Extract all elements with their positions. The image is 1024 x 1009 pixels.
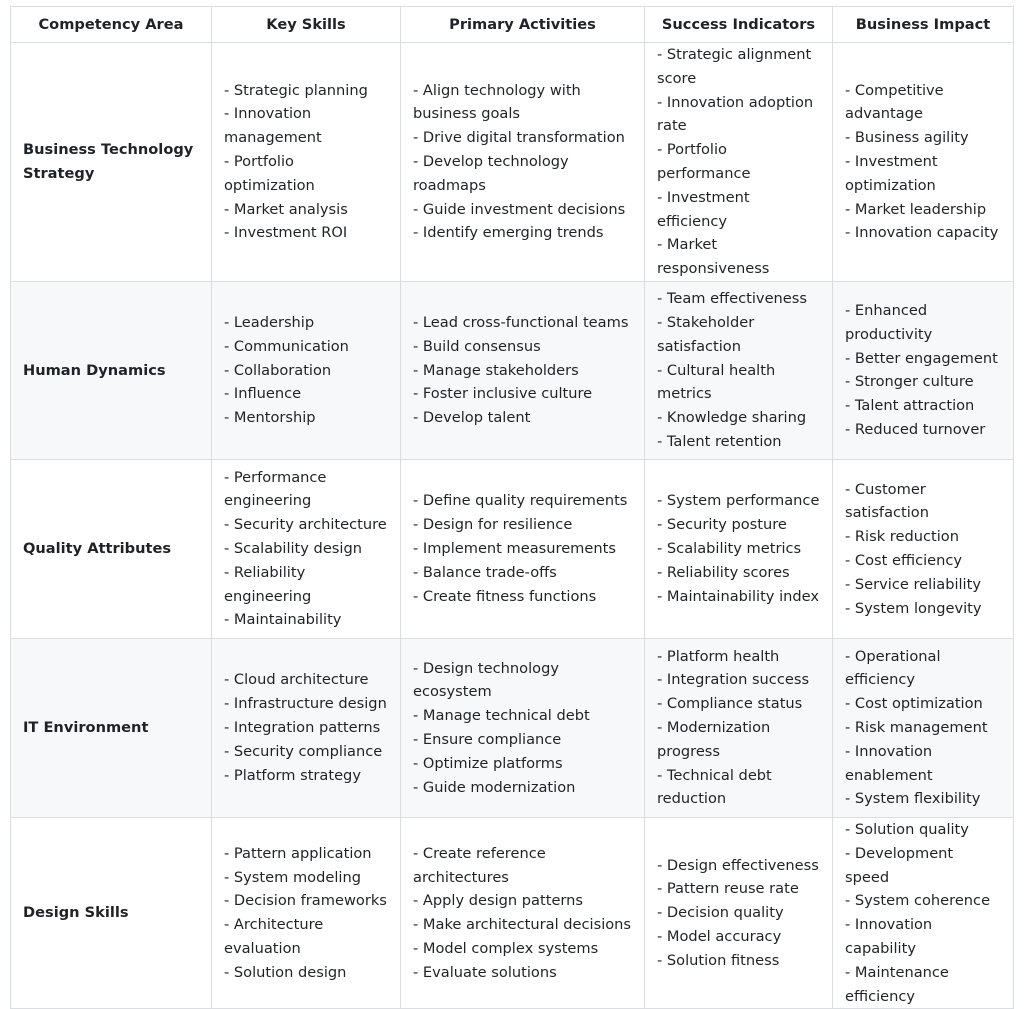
list-item: - Portfolio performance — [657, 141, 751, 182]
list-item: - Knowledge sharing — [657, 409, 807, 427]
business-impact-cell — [833, 817, 1014, 1008]
table-row — [11, 638, 1014, 817]
list-item: - Model accuracy — [657, 928, 782, 946]
list-item: - Innovation capability — [845, 916, 933, 957]
list-item: - Influence — [224, 385, 302, 403]
list-item: - Scalability metrics — [657, 540, 802, 558]
list-item: - Reliability scores — [657, 563, 790, 581]
primary-activities-cell — [401, 638, 645, 817]
list-item: - Portfolio optimization — [224, 153, 315, 194]
key-skills-cell — [212, 43, 401, 282]
primary-activities-cell — [401, 459, 645, 638]
header-competency-area: Competency Area — [11, 7, 212, 43]
business-impact-cell — [833, 638, 1014, 817]
list-item: - Identify emerging trends — [413, 224, 604, 242]
list-item: - System modeling — [224, 868, 361, 886]
list-item: - Cultural health metrics — [657, 361, 776, 403]
list-item: - Development speed — [845, 844, 954, 886]
list-item: - Foster inclusive culture — [413, 385, 593, 403]
table-container — [10, 6, 1013, 1009]
list-item: - Develop technology roadmaps — [413, 153, 569, 194]
list-item: - Ensure compliance — [413, 730, 562, 748]
list-item: - Guide modernization — [413, 778, 576, 796]
primary-activities-cell — [401, 281, 645, 459]
business-impact-cell — [833, 43, 1014, 282]
key-skills-cell — [212, 638, 401, 817]
list-item: - Cost optimization — [845, 695, 983, 713]
primary-activities-cell — [401, 817, 645, 1008]
list-item: - Collaboration — [224, 361, 332, 379]
list-item: - Design technology ecosystem — [413, 659, 559, 701]
table-row — [11, 281, 1014, 459]
list-item: - Stronger culture — [845, 373, 974, 391]
list-item: - Create reference architectures — [413, 844, 546, 886]
table-row — [11, 43, 1014, 282]
table-row — [11, 817, 1014, 1008]
list-item: - Model complex systems — [413, 939, 599, 957]
list-item: - Risk reduction — [845, 528, 959, 546]
primary-activities-cell — [401, 43, 645, 282]
list-item: - Scalability design — [224, 540, 362, 558]
list-item: - Security posture — [657, 516, 787, 534]
list-item: - Platform health — [657, 647, 780, 665]
list-item: - Market responsiveness — [657, 236, 770, 278]
list-item: - Develop talent — [413, 409, 531, 427]
list-item: - Balance trade-offs — [413, 563, 557, 581]
list-item: - Implement measurements — [413, 540, 616, 558]
list-item: - Integration patterns — [224, 719, 381, 737]
list-item: - Competitive advantage — [845, 81, 944, 123]
list-item: - Manage technical debt — [413, 707, 590, 725]
list-item: - Lead cross-functional teams — [413, 313, 629, 331]
list-item: - Service reliability — [845, 575, 981, 593]
list-item: - Leadership — [224, 313, 315, 331]
list-item: - Maintainability — [224, 611, 342, 629]
header-primary-activities: Primary Activities — [401, 7, 645, 43]
list-item: - Platform strategy — [224, 766, 361, 784]
key-skills-cell — [212, 817, 401, 1008]
list-item: - Operational efficiency — [845, 647, 941, 689]
list-item: - Stakeholder satisfaction — [657, 313, 755, 355]
list-item: - Business agility — [845, 129, 969, 147]
list-item: - Innovation adoption rate — [657, 93, 814, 135]
list-item: - Market leadership — [845, 200, 987, 218]
list-item: - Make architectural decisions — [413, 916, 632, 934]
competency-area-cell: Quality Attributes — [11, 459, 212, 638]
list-item: - Innovation enablement — [845, 742, 933, 784]
competency-area-cell: IT Environment — [11, 638, 212, 817]
list-item: - Modernization progress — [657, 719, 771, 760]
list-item: - Manage stakeholders — [413, 361, 579, 379]
list-item: - Solution design — [224, 963, 347, 981]
list-item: - Evaluate solutions — [413, 963, 557, 981]
list-item: - System coherence — [845, 892, 991, 910]
list-item: - Performance engineering — [224, 468, 327, 510]
list-item: - Align technology with business goals — [413, 81, 581, 123]
list-item: - Reduced turnover — [845, 421, 986, 439]
header-success-indicators: Success Indicators — [645, 7, 833, 43]
list-item: - Decision frameworks — [224, 892, 387, 910]
list-item: - Solution fitness — [657, 951, 780, 969]
list-item: - Maintenance efficiency — [845, 963, 949, 1005]
business-impact-cell — [833, 281, 1014, 459]
header-key-skills: Key Skills — [212, 7, 401, 43]
key-skills-cell — [212, 281, 401, 459]
list-item: - Market analysis — [224, 200, 348, 218]
list-item: - Strategic planning — [224, 81, 368, 99]
list-item: - Architecture evaluation — [224, 916, 324, 957]
competency-table — [10, 6, 1014, 1009]
competency-area-cell: Design Skills — [11, 817, 212, 1008]
list-item: - Cloud architecture — [224, 671, 369, 689]
competency-area-cell: Human Dynamics — [11, 281, 212, 459]
list-item: - Enhanced productivity — [845, 302, 933, 343]
list-item: - Risk management — [845, 719, 988, 737]
list-item: - Design effectiveness — [657, 856, 819, 874]
header-business-impact: Business Impact — [833, 7, 1014, 43]
header-row — [11, 7, 1014, 43]
list-item: - Optimize platforms — [413, 754, 563, 772]
table-row — [11, 459, 1014, 638]
list-item: - Infrastructure design — [224, 695, 387, 713]
list-item: - Build consensus — [413, 337, 541, 355]
list-item: - Pattern reuse rate — [657, 880, 799, 898]
competency-area-cell: Business Technology Strategy — [11, 43, 212, 282]
success-indicators-cell — [645, 281, 833, 459]
list-item: - Solution quality — [845, 820, 969, 838]
list-item: - Innovation capacity — [845, 224, 999, 242]
list-item: - Cost efficiency — [845, 551, 963, 569]
list-item: - Communication — [224, 337, 349, 355]
list-item: - Reliability engineering — [224, 563, 312, 605]
list-item: - Strategic alignment score — [657, 46, 812, 87]
list-item: - Decision quality — [657, 904, 784, 922]
list-item: - Guide investment decisions — [413, 200, 626, 218]
list-item: - Drive digital transformation — [413, 129, 625, 147]
list-item: - Security compliance — [224, 742, 383, 760]
list-item: - Talent retention — [657, 432, 782, 450]
list-item: - Team effectiveness — [657, 290, 807, 308]
list-item: - Security architecture — [224, 516, 387, 534]
success-indicators-cell — [645, 817, 833, 1008]
success-indicators-cell — [645, 638, 833, 817]
key-skills-cell — [212, 459, 401, 638]
list-item: - System flexibility — [845, 790, 981, 808]
list-item: - Apply design patterns — [413, 892, 584, 910]
list-item: - Mentorship — [224, 409, 316, 427]
list-item: - Investment ROI — [224, 224, 348, 242]
list-item: - Innovation management — [224, 105, 322, 147]
list-item: - Talent attraction — [845, 397, 975, 415]
list-item: - Better engagement — [845, 349, 998, 367]
list-item: - Maintainability index — [657, 587, 820, 605]
success-indicators-cell — [645, 43, 833, 282]
list-item: - Technical debt reduction — [657, 766, 772, 808]
list-item: - System longevity — [845, 599, 982, 617]
list-item: - Investment efficiency — [657, 188, 750, 230]
list-item: - Integration success — [657, 671, 810, 689]
success-indicators-cell — [645, 459, 833, 638]
list-item: - Customer satisfaction — [845, 480, 929, 522]
list-item: - System performance — [657, 492, 820, 510]
list-item: - Pattern application — [224, 844, 372, 862]
list-item: - Compliance status — [657, 695, 803, 713]
list-item: - Define quality requirements — [413, 492, 628, 510]
business-impact-cell — [833, 459, 1014, 638]
list-item: - Create fitness functions — [413, 587, 597, 605]
list-item: - Investment optimization — [845, 153, 938, 194]
list-item: - Design for resilience — [413, 516, 573, 534]
